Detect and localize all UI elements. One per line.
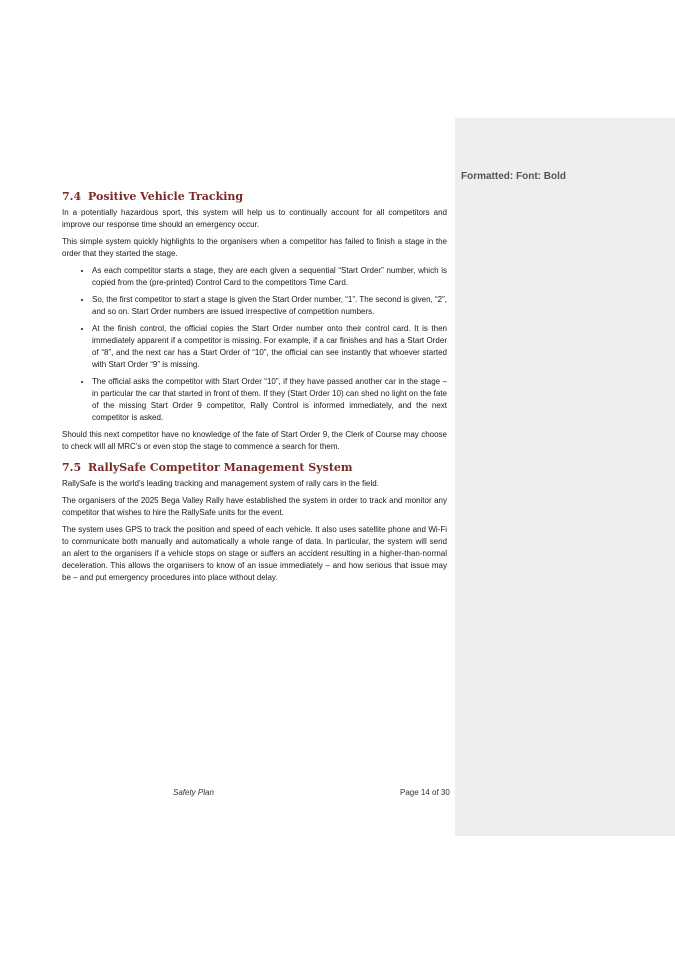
section-number: 7.4 (62, 190, 82, 203)
section-heading-7-4 (62, 190, 447, 203)
section-heading-7-5 (62, 461, 447, 474)
list-item: • So, the first competitor to start a stage is given the Start Order number, “1”. The second is given, “2”, and so on. Start Order numbers are issued irrespective of competition numbers. (92, 294, 447, 318)
formatting-comment: Formatted: Font: Bold (461, 171, 566, 182)
paragraph: The system uses GPS to track the position and speed of each vehicle. It also uses satellite phone and Wi-Fi to communicate both manually and automatically a whole range of data. In particular, the system will send an alert to the organisers if a vehicle stops on stage or suffers an accident resulting in a higher-than-normal deceleration. This allows the organisers to know of an issue immediately – and how serious that issue may be – and put emergency procedures into place without delay. (62, 525, 447, 582)
list-item: • As each competitor starts a stage, they are each given a sequential “Start Order” number, which is copied from the (pre-printed) Control Card to the competitors Time Card. (92, 265, 447, 289)
section-number: 7.5 (62, 461, 82, 474)
paragraph: This simple system quickly highlights to the organisers when a competitor has failed to finish a stage in the order that they started the stage. (62, 237, 447, 258)
list-item: • The official asks the competitor with Start Order “10”, if they have passed another car in the stage – in particular the car that started in front of them. If they (Start Order 10) can shed no light on the fate of the missing Start Order 9 competitor, Rally Control is informed immediately, and the next competitor is asked. (92, 376, 447, 424)
comment-pane (455, 118, 675, 836)
footer-page-number: Page 14 of 30 (400, 788, 450, 797)
paragraph: The organisers of the 2025 Bega Valley Rally have established the system in order to track and monitor any competitor that wishes to hire the RallySafe units for the event. (62, 496, 447, 517)
footer-document-title: Safety Plan (173, 788, 214, 797)
section-title: RallySafe Competitor Management System (88, 461, 353, 474)
paragraph: Should this next competitor have no knowledge of the fate of Start Order 9, the Clerk of Course may choose to check will all MRC’s or even stop the stage to commence a search for them. (62, 430, 447, 451)
document-body (62, 190, 447, 589)
paragraph: In a potentially hazardous sport, this system will help us to continually account for all competitors and improve our response time should an emergency occur. (62, 208, 447, 229)
section-title: Positive Vehicle Tracking (88, 190, 244, 203)
list-item: • At the finish control, the official copies the Start Order number onto their control card. It is then immediately apparent if a competitor is missing. For example, if a car finishes and has a Start Order of “8”, and the next car has a Start Order of “10”, the official can see instantly that whoever started with Start Order “9” is missing. (92, 323, 447, 371)
bullet-list (62, 265, 447, 424)
paragraph: RallySafe is the world’s leading tracking and management system of rally cars in the field. (62, 479, 379, 488)
